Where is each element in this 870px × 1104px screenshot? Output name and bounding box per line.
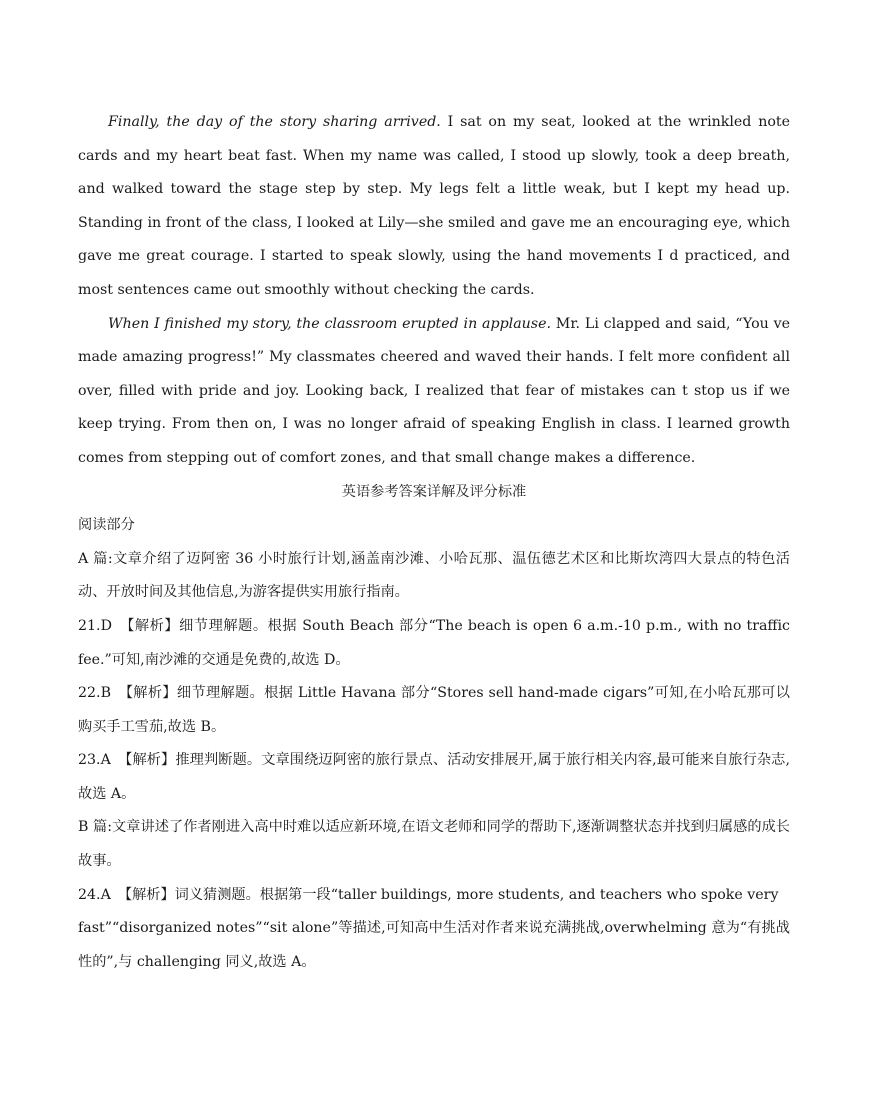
story-paragraph-1 bbox=[78, 106, 790, 308]
answer-24-line-1: 24.A 【解析】词义猜测题。根据第一段“taller buildings, more students, and teachers who spoke very bbox=[78, 886, 779, 903]
story-paragraph-2 bbox=[78, 308, 790, 476]
answer-key-title: 英语参考答案详解及评分标准 bbox=[341, 483, 527, 500]
answer-22: 22.B 【解析】细节理解题。根据 Little Havana 部分“Stores sell hand-made cigars”可知,在小哈瓦那可以购买手工雪茄,故选 B。 bbox=[78, 685, 790, 735]
answer-24-line-2: fast”“disorganized notes”“sit alone”等描述,可知高中生活对作者来说充满挑战,overwhelming 意为“有挑战性的”,与 challenging 同义,故选 A。 bbox=[78, 920, 790, 970]
answer-21: 21.D 【解析】细节理解题。根据 South Beach 部分“The beach is open 6 a.m.-10 p.m., with no traffic fee.”可知,南沙滩的交通是免费的,故选 D。 bbox=[78, 617, 790, 668]
passage-a-summary: A 篇:文章介绍了迈阿密 36 小时旅行计划,涵盖南沙滩、小哈瓦那、温伍德艺术区和比斯坎湾四大景点的特色活动、开放时间及其他信息,为游客提供实用旅行指南。 bbox=[78, 550, 790, 601]
answer-24 bbox=[78, 879, 790, 980]
story-paragraph-1-body: I sat on my seat, looked at the wrinkled note cards and my heart beat fast. When my name was called, I stood up slowly, took a deep breath, and walked toward the stage step by step. My legs felt a little weak, but I kept my head up. Standing in front of the class, I looked at Lily—she smiled and gave me an encouraging eye, which gave me great courage. I started to speak slowly, using the hand movements I d practiced, and most sentences came out smoothly without checking the cards. bbox=[78, 114, 790, 298]
story-paragraph-2-body: Mr. Li clapped and said, “You ve made amazing progress!” My classmates cheered and waved their hands. I felt more confident all over, filled with pride and joy. Looking back, I realized that fear of mistakes can t stop us if we keep trying. From then on, I was no longer afraid of speaking English in class. I learned growth comes from stepping out of comfort zones, and that small change makes a difference. bbox=[78, 315, 790, 466]
reading-section-heading: 阅读部分 bbox=[78, 517, 135, 534]
answer-23: 23.A 【解析】推理判断题。文章围绕迈阿密的旅行景点、活动安排展开,属于旅行相关内容,最可能来自旅行杂志,故选 A。 bbox=[78, 752, 790, 802]
story-paragraph-1-lead: Finally, the day of the story sharing arrived. bbox=[108, 114, 441, 130]
document-page bbox=[78, 106, 790, 979]
passage-b-summary: B 篇:文章讲述了作者刚进入高中时难以适应新环境,在语文老师和同学的帮助下,逐渐调整状态并找到归属感的成长故事。 bbox=[78, 819, 790, 870]
story-paragraph-2-lead: When I finished my story, the classroom erupted in applause. bbox=[108, 315, 551, 332]
